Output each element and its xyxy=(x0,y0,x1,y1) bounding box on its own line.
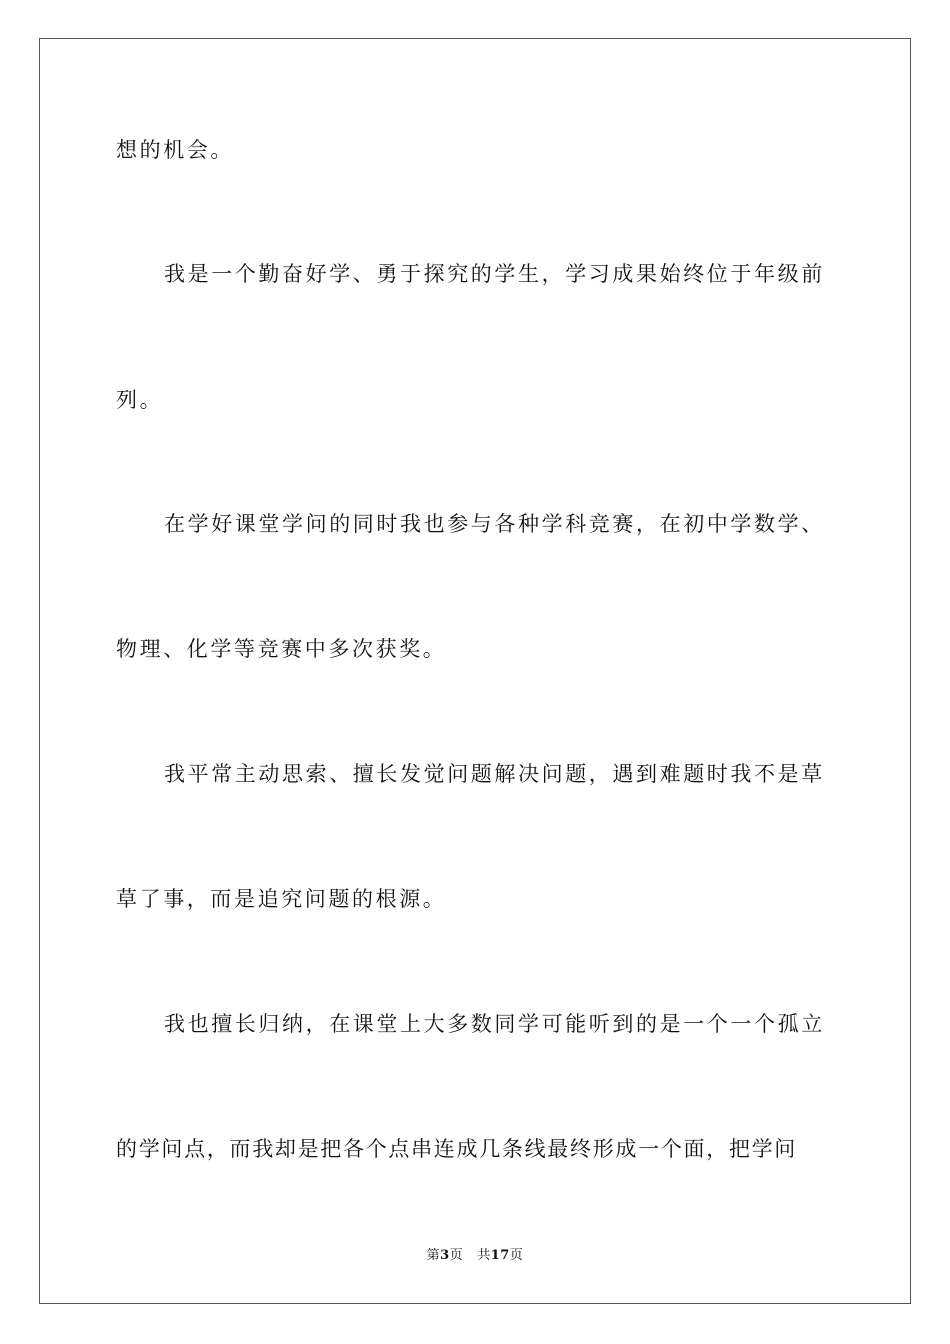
footer-total-pages: 17 xyxy=(490,1248,510,1263)
text-line-5: 物理、化学等竞赛中多次获奖。 xyxy=(116,637,447,661)
text-line-6: 我平常主动思索、擅长发觉问题解决问题，遇到难题时我不是草 xyxy=(164,762,825,786)
page-footer xyxy=(0,1246,950,1266)
footer-page-prefix: 第 xyxy=(426,1248,441,1263)
footer-total-prefix: 共 xyxy=(477,1248,491,1263)
text-line-2: 我是一个勤奋好学、勇于探究的学生，学习成果始终位于年级前 xyxy=(164,262,825,286)
footer-total-suffix: 页 xyxy=(509,1248,524,1263)
text-line-4: 在学好课堂学问的同时我也参与各种学科竞赛，在初中学数学、 xyxy=(164,512,825,536)
text-line-3: 列。 xyxy=(116,388,164,412)
text-line-7: 草了事，而是追究问题的根源。 xyxy=(116,887,447,911)
text-line-1: 想的机会。 xyxy=(116,138,234,162)
footer-page-number: 3 xyxy=(440,1248,450,1263)
text-line-9: 的学问点，而我却是把各个点串连成几条线最终形成一个面，把学问 xyxy=(116,1137,797,1161)
page-frame xyxy=(39,38,911,1304)
text-line-8: 我也擅长归纳，在课堂上大多数同学可能听到的是一个一个孤立 xyxy=(164,1012,825,1036)
footer-page-suffix: 页 xyxy=(449,1248,464,1263)
